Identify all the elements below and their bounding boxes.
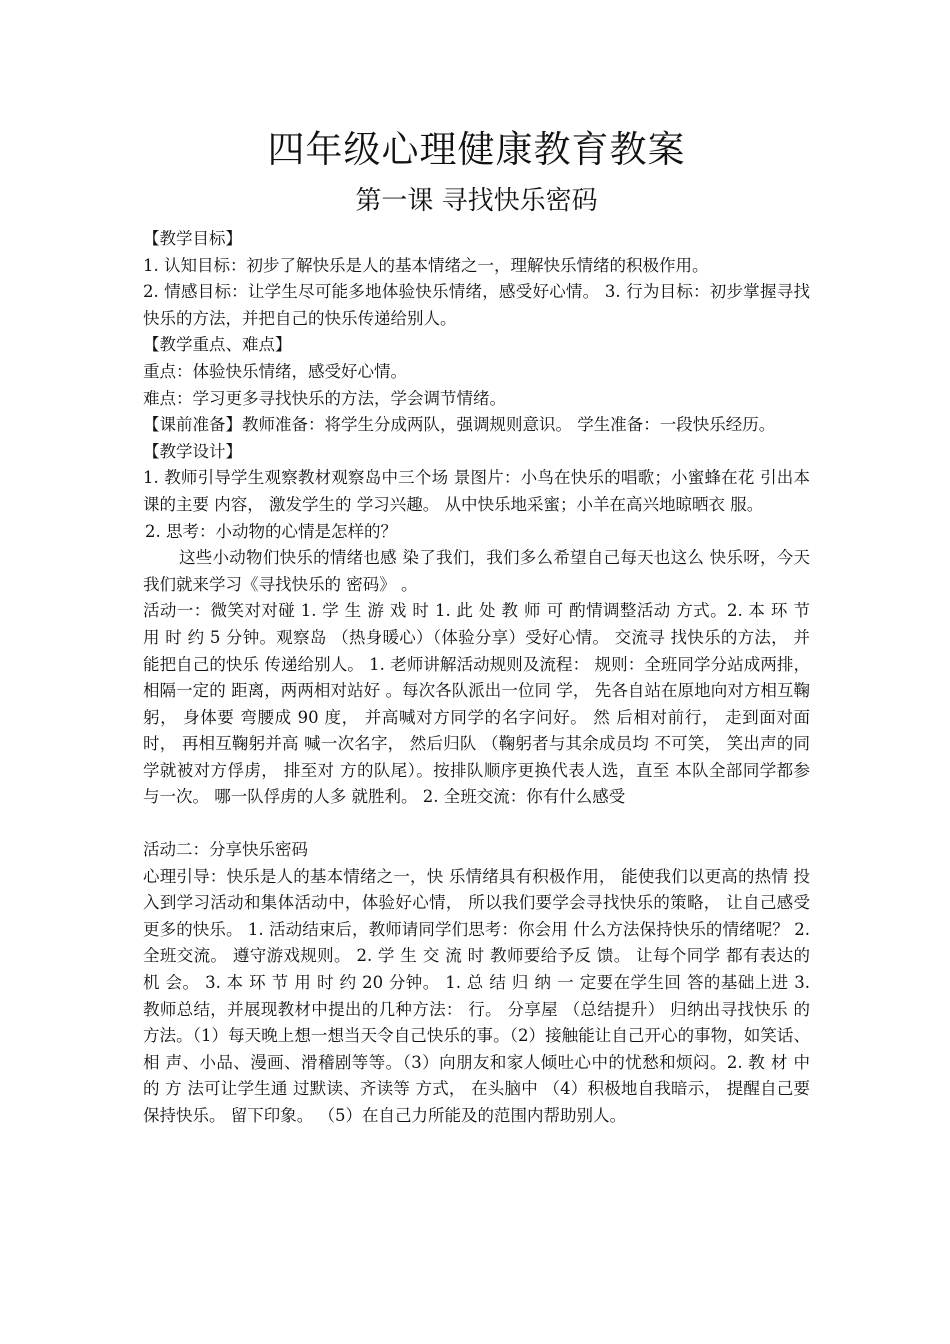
paragraph-design-2: 2. 思考：小动物的心情是怎样的？ (145, 521, 397, 541)
paragraph-cognitive-goal: 1. 认知目标：初步了解快乐是人的基本情绪之一，理解快乐情绪的积极作用。 (143, 255, 709, 275)
heading-activity-two: 活动二：分享快乐密码 (143, 840, 308, 860)
paragraph-activity-two: 心理引导：快乐是人的基本情绪之一，快 乐情绪具有积极作用， 能使我们以更高的热情 投入到学习活动和集体活动中，体验好心情， 所以我们要学会寻找快乐的策略， 让自己感受 更多的快乐。 1. 活动结束后，教师请同学们思考：你会用 什么方法保持快乐的情绪呢？ 2. 全班交流。 遵守游戏规则。 2. 学 生 交 流 时 教师要给予反 馈。 让每个同学 都有表达的机 会。 3. 本 环 节 用 时 约 20 分钟。 1. 总 结 归 纳 一 定要在学生回 答的基础上进 3. 教师总结，并展现教材中提出的几种方法： 行。 分享屋 （总结提升） 归纳出寻找快乐 的方法。（1）每天晚上想一想当天令自己快乐的事。（2）接触能让自己开心的事物，如笑话、相 声、小品、漫画、滑稽剧等等。（3）向朋友和家人倾吐心中的忧愁和烦闷。2. 教 材 中 的 方 法可让学生通 过默读、齐读等 方式， 在头脑中 （4）积极地自我暗示， 提醒自己要保持快乐。 留下印象。 （5）在自己力所能及的范围内帮助别人。 (143, 866, 810, 1125)
paragraph-activity-one: 活动一：微笑对对碰 1. 学 生 游 戏 时 1. 此 处 教 师 可 酌情调整活动 方式。2. 本 环 节 用 时 约 5 分钟。观察岛 （热身暖心）（体验分享）受好心情。 交流寻 找快乐的方法， 并 能把自己的快乐 传递给别人。 1. 老师讲解活动规则及流程： 规则：全班同学分站成两排，相隔一定的 距离，两两相对站好 。每次各队派出一位同 学， 先各自站在原地向对方相互鞠躬， 身体要 弯腰成 90 度， 并高喊对方同学的名字问好。 然 后相对前行， 走到面对面时， 再相互鞠躬并高 喊一次名字， 然后归队 （鞠躬者与其余成员均 不可笑， 笑出声的同学就被对方俘虏， 排至对 方的队尾）。按排队顺序更换代表人选，直至 本队全部同学都参与一次。 哪一队俘虏的人多 就胜利。 2. 全班交流：你有什么感受 (143, 601, 810, 807)
lesson-subtitle: 第一课 寻找快乐密码 (355, 186, 598, 216)
paragraph-difficult-point: 难点：学习更多寻找快乐的方法，学会调节情绪。 (143, 388, 506, 408)
document-title: 四年级心理健康教育教案 (267, 128, 686, 171)
paragraph-emotional-goal: 2. 情感目标：让学生尽可能多地体验快乐情绪，感受好心情。 3. 行为目标：初步掌握寻找快乐的方法，并把自己的快乐传递给别人。 (143, 282, 810, 328)
paragraph-spacer (143, 811, 810, 837)
paragraph-intro: 这些小动物们快乐的情绪也感 染了我们，我们多么希望自己每天也这么 快乐呀，今天我们就来学习《寻找快乐的 密码》 。 (143, 548, 810, 594)
paragraph-design-1: 1. 教师引导学生观察教材观察岛中三个场 景图片：小鸟在快乐的唱歌；小蜜蜂在花 引出本课的主要 内容， 激发学生的 学习兴趣。 从中快乐地采蜜；小羊在高兴地晾晒衣 服。 (143, 468, 810, 514)
section-heading-design: 【教学设计】 (143, 441, 242, 461)
section-heading-objectives: 【教学目标】 (143, 229, 242, 248)
paragraph-preparation: 【课前准备】教师准备：将学生分成两队，强调规则意识。 学生准备：一段快乐经历。 (143, 415, 776, 435)
paragraph-key-point: 重点：体验快乐情绪，感受好心情。 (143, 361, 407, 381)
section-heading-key-points: 【教学重点、难点】 (143, 335, 292, 355)
